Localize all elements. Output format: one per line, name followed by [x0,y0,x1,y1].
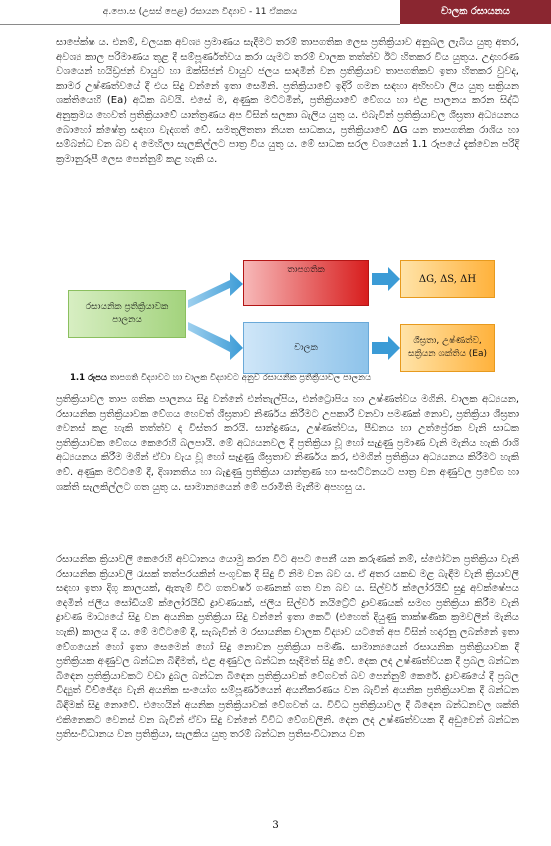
figure-reaction-control [40,250,520,380]
box-reaction-control: රසායනික ප්‍රතික්‍රියාවක පාලනය [68,290,186,338]
box-kinetic: චාලක [243,322,369,374]
arrow-main-to-kinetic [188,322,243,360]
box-thermo-quantities: ΔG, ΔS, ΔH [400,260,495,298]
paragraph-control: ප්‍රතික්‍රියාවල තාප ගතික පාලනය සිදු වන්නේ එන්තැල්පිය, එන්ට්‍රොපිය හා උෂ්ණත්වය මගිනි. චාලක අධ්‍යයන, රසායනික ප්‍රතික්‍රියාවක වේගය හෙවත් ශීඝ්‍රතාව නිර්ණය කිරීමට උපකාරී වනවා පමණක් නොව, ප්‍රතික්‍රියා ශීඝ්‍රතා වෙනස් කළ හැකි තත්ත්ව ද විස්තර කරයි. සාන්ද්‍රණය, උෂ්ණත්වය, පීඩනය හා උත්ප්‍රේරක වැනි සාධක ප්‍රතික්‍රියාවක වේගය කෙරෙහි බලපායි. මේ අධ්‍යයනවල දී ප්‍රතික්‍රියා වූ හෝ සැදුණු ප්‍රමාණ වැනි මැනිය හැකි රාශි අධ්‍යයනය කිරීම මගින් ඒවා වැය වූ හෝ සෑදුණු ශීඝ්‍රතාව නිර්ණය කර, එමගින් ප්‍රතික්‍රියා අධ්‍යයනය කිරීමට හැකි වේ. අණුක මට්ටමේ දී, දිශානතිය හා බැඳුණු ප්‍රතික්‍රියා යාන්ත්‍රණ හා සංඝට්ටනයට පාත්‍ර වන අණුවල ප්‍රවේග හා ශක්ති සැලකිල්ලට ගත යුතු ය. සාමාන්‍යයෙන් මේ පරාමිති මැනීම අපහසු ය. [56,394,519,493]
page-number: 3 [272,820,279,831]
arrow-thermo-to-result [372,267,400,291]
paragraph-reactions: රසායනික ක්‍රියාවලි කෙරෙහි අවධානය යොමු කරන විට අපට පෙනී යන කරුණක් නම්, ස්ඵෝටන ප්‍රතික්‍රියා වැනි රසායනික ක්‍රියාවලි රැසක් තත්පරයකින් පංගුවක දී සිදු වී නිම වන බව ය. ඒ අතර යකඩ මළ බැඳීම වැනි ක්‍රියාවලි සඳහා ඉතා දිගු කාලයක්, ඇතැම් විට ගතවර්ෂ ගණනක් ගත වන බව ය. සිල්වර් ක්ලෝරයිඩ් සුදු අවක්ෂේපය දෙමින් ජලීය සෝඩියම් ක්ලෝරයිඩ් ද්‍රාවණයක්, ජලීය සිල්වර් නයිට්‍රේට් ද්‍රාවණයක් සමඟ ප්‍රතික්‍රියා කිරීම වැනි ද්‍රාවණ මාධ්‍යයේ සිදු වන අයනික ප්‍රතික්‍රියා සිදු වන්නේ ඉතා කෙටි (එහෙත් දියුණු තාක්ෂණික ක්‍රමවලින් මැනිය හැකි) කාලය දී ය. මේ මට්ටමේ දී, සැබැවින් ම රසායනික චාලක විද්‍යාව යටතේ අප විසින් හදාරනු ලබන්නේ ඉතා වේගයෙන් හෝ ඉතා සෙමෙන් හෝ සිදු නොවන ප්‍රතික්‍රියා පමණි. සාමාන්‍යයෙන් රසායනික ප්‍රතික්‍රියාවක දී ප්‍රතික්‍රියක අණුවල බන්ධන බිඳීමත්, එළ අණුවල බන්ධන සෑදීමත් සිදු වේ. දෙක ලද උෂ්ණත්වයක දී ප්‍රබල බන්ධන බිඳෙන ප්‍රතික්‍රියාවකට වඩා දුබල බන්ධන බිඳෙන ප්‍රතික්‍රියාවක් වේගවත් බව පෙන්නුම් කෙරේ. ද්‍රාවණයේ දී ප්‍රබල විද්‍යුත් විච්ඡේද්‍ය වැනි අයනික සංයෝග සම්පූර්ණයෙන් අයනීකරණය වන බැවින් අයනික ප්‍රතික්‍රියාවක දී බන්ධන බිඳීමක් සිදු නොවේ. එහෙයින් අයනික ප්‍රතික්‍රියාවක් වේගවත් ය. විවිධ ප්‍රතික්‍රියාවල දී බිඳෙන බන්ධනවල ශක්ති එකිනෙකට වෙනස් වන බැවින් ඒවා සිදු වන්නේ විවිධ වේගවලිනි. දෙන ලද උෂ්ණත්වයක දී අඩුවෙන් බන්ධන ප්‍රතිසංවිධානය වන ප්‍රතික්‍රියා, සැලකිය යුතු තරම් බන්ධන ප්‍රතිසංවිධානය වන [56,554,519,741]
paragraph-intro: සාපේක්ෂ ය. එනම්, චලයක අවශ්‍ය ප්‍රමාණය සැදීමට තරම් තාපගතික ලෙස ප්‍රතික්‍රියාව අනුබල ලැබිය යුතු අතර, අවශ්‍ය කාල පරිමාණය තුළ දී සම්පූර්ණත්වය කරා යැමට තරම් චාලක තත්ත්ව ඊට හිතකර විය යුතුය. උදාහරණ වශයෙන් හයිඩ්‍රජන් වායුව හා ඔක්සිජන් වායුව ජලය සාදමින් වන ප්‍රතික්‍රියාව තාපගතිකව ඉතා හිතකර වුවද, කාමර උෂ්ණත්වයේ දී එය සිදු වන්නේ ඉතා සෙමිනි. ප්‍රතික්‍රියාවේ ඉදිරි ගමන සඳහා අභිභවා ලිය යුතු සක්‍රියන ශක්තියෙහි (Ea) අධික බවයි. එසේ ම, අණුක මට්ටමින්, ප්‍රතික්‍රියාවේ වේගය හා එළ පාලනය කරන සිද්ධි අනුක්‍රමය හෙවත් ප්‍රතික්‍රියාවේ යාන්ත්‍රණය අප විසින් සලකා බැලිය යුතු ය. එබැවින් ප්‍රතික්‍රියාවල ශීඝ්‍රතා අධ්‍යයනය බොහෝ ක්ෂේත්‍ර සඳහා වැදගත් වේ. සමතුලිතතා නියත සාධකය, ප්‍රතික්‍රියාවේ ΔG යන තාපගතික රාශිය හා සම්බන්ධ වන බව ද මෙහිලා සැලකිල්ලට පාත්‍ර විය යුතු ය. මේ සාධක සරල වශයෙන් 1.1 රූපයේ දැක්වෙන පරිදි ක්‍රමානුරූපී ලෙස පෙන්නුම් කළ හැකි ය. [56,37,519,165]
header-chapter-title: චාලක රසායනය [400,0,551,24]
page-header [0,0,551,24]
caption-text: තාපගති විද්‍යාවට හා චාලක විද්‍යාවට අනුව රසායනික ප්‍රතික්‍රියාවල පාලනය [109,373,372,383]
figure-caption [70,373,490,383]
arrow-main-to-thermo [188,272,243,308]
box-thermodynamic: තාපගතික [243,260,369,306]
header-course-title: අ.පො.ස (උසස් පෙළ) රසායන විද්‍යාව - 11 ඒකකය [0,0,400,25]
arrow-kinetic-to-result [372,336,400,360]
box-kinetic-quantities: ශීඝ්‍රතා, උෂ්ණත්ව, සක්‍රියන ශක්තිය (Ea) [400,324,495,372]
caption-number: 1.1 රූපය [70,373,107,383]
